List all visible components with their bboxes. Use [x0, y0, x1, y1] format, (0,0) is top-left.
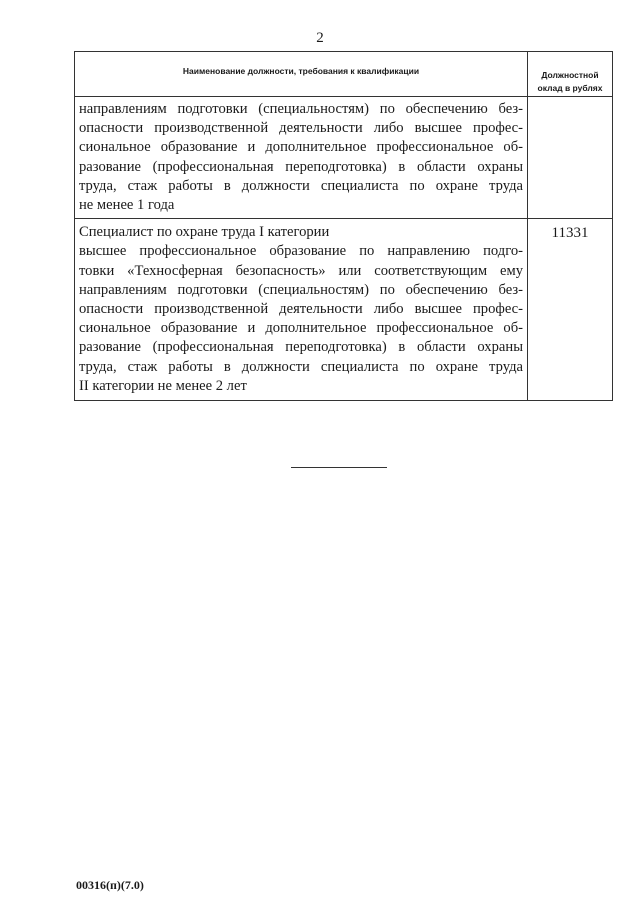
text-line: опасности производственной деятельности либо высшее профес- [79, 120, 523, 137]
row-description-cell [75, 97, 528, 219]
text-line: разование (профессиональная переподготовка) в области охраны [79, 339, 523, 356]
table-header-row [75, 52, 613, 97]
position-title: Специалист по охране труда I категории [79, 224, 330, 241]
header-description-cell [75, 52, 528, 97]
row-salary-cell [528, 219, 613, 401]
table-row [75, 97, 613, 219]
text-line: высшее профессиональное образование по направлению подго- [79, 243, 523, 260]
text-line: сиональное образование и дополнительное профессиональное об- [79, 139, 523, 156]
form-code: 00316(п)(7.0) [76, 878, 144, 892]
row-description [75, 97, 527, 218]
header-salary-line1: Должностной [541, 70, 599, 80]
text-line: товки «Техносферная безопасность» или соответствующим ему [79, 262, 523, 279]
text-line: труда, стаж работы в должности специалиста по охране труда [79, 358, 523, 375]
text-line: направлениям подготовки (специальностям) по обеспечению без- [79, 281, 523, 298]
salary-value: 11331 [551, 225, 589, 242]
text-line: направлениям подготовки (специальностям) по обеспечению без- [79, 101, 523, 117]
end-divider-line [291, 467, 387, 468]
row-salary-cell [528, 97, 613, 219]
qualification-salary-table [74, 51, 613, 401]
text-line: опасности производственной деятельности либо высшее профес- [79, 301, 523, 318]
text-line: II категории не менее 2 лет [79, 377, 247, 394]
text-line: разование (профессиональная переподготовка) в области охраны [79, 158, 523, 175]
header-salary-line2: оклад в рублях [537, 83, 603, 93]
header-description: Наименование должности, требования к квалификации [182, 66, 420, 76]
salary-value [528, 97, 612, 103]
text-line: сиональное образование и дополнительное профессиональное об- [79, 320, 523, 337]
row-description-cell [75, 219, 528, 401]
header-salary [528, 52, 612, 95]
page-number: 2 [316, 30, 324, 46]
text-line: труда, стаж работы в должности специалиста по охране труда [79, 177, 523, 194]
row-description [75, 219, 527, 400]
text-line: не менее 1 года [79, 197, 175, 214]
table-row [75, 219, 613, 401]
header-salary-cell [528, 52, 613, 97]
